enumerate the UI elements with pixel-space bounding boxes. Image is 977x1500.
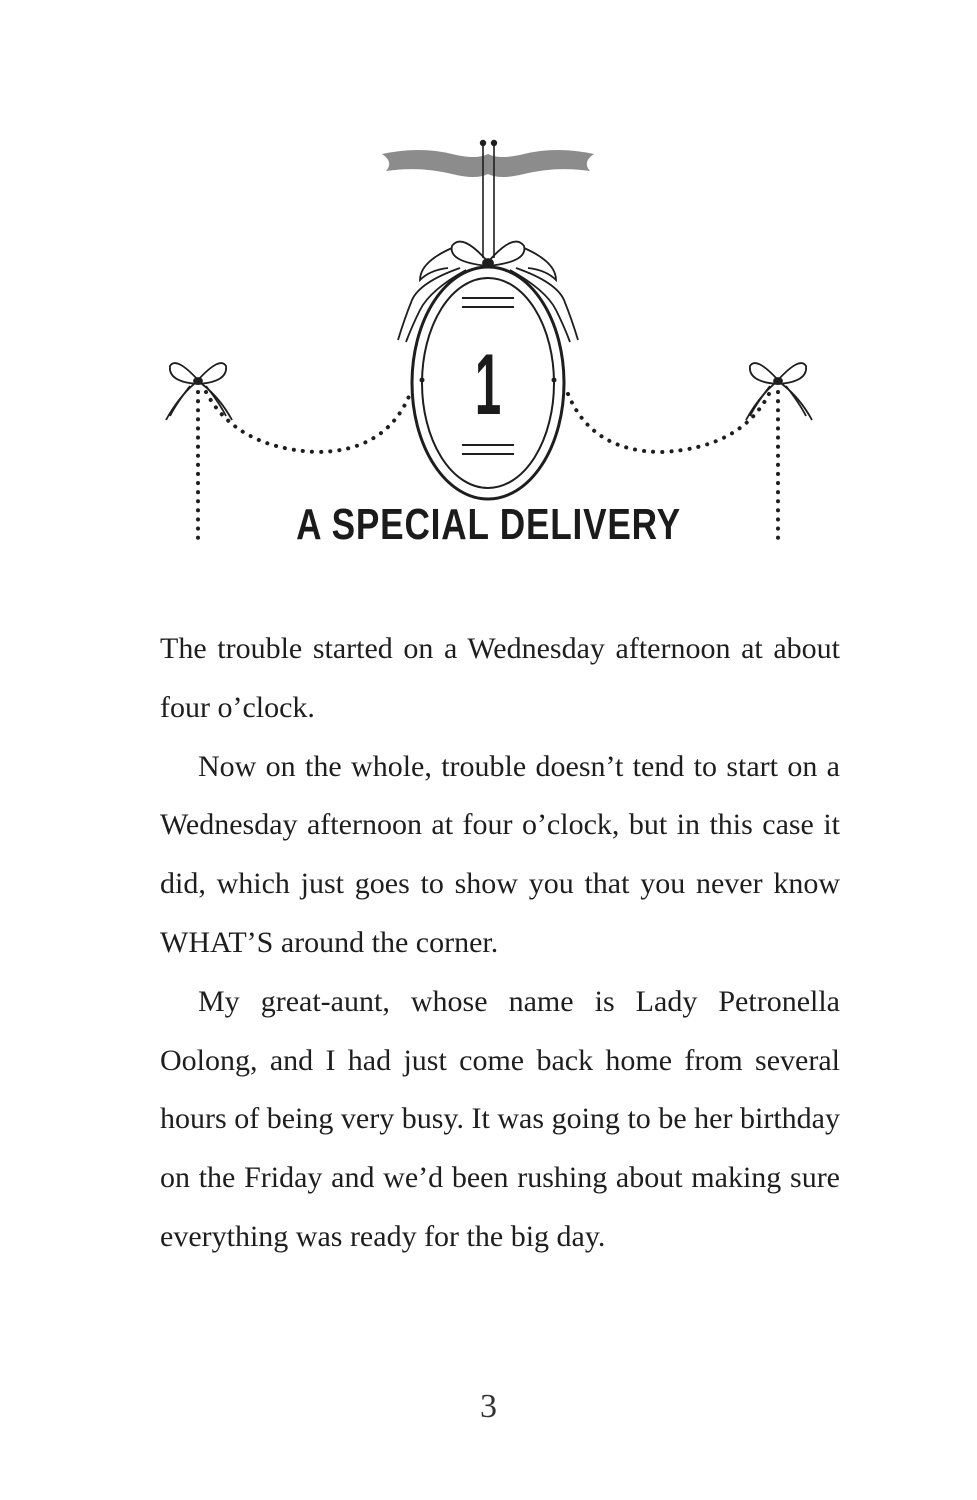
- chapter-body: [160, 620, 840, 1267]
- banner-icon: [382, 140, 594, 177]
- bow-icon: [398, 242, 578, 342]
- chapter-title: A SPECIAL DELIVERY: [296, 500, 681, 549]
- paragraph-1: The trouble started on a Wednesday afternoon at about four o’clock.: [160, 632, 840, 724]
- paragraph-3: My great-aunt, whose name is Lady Petronella Oolong, and I had just come back home from several hours of being very busy. It was going to be her birthday on the Friday and we’d been rushing about making sure everything was ready for the big day.: [160, 984, 840, 1253]
- page-number: 3: [480, 1388, 497, 1425]
- chapter-number: 1: [474, 335, 502, 433]
- paragraph-2: Now on the whole, trouble doesn’t tend to start on a Wednesday afternoon at four o’clock, but in this case it did, which just goes to show you that you never know WHAT’S around the corner.: [160, 749, 840, 959]
